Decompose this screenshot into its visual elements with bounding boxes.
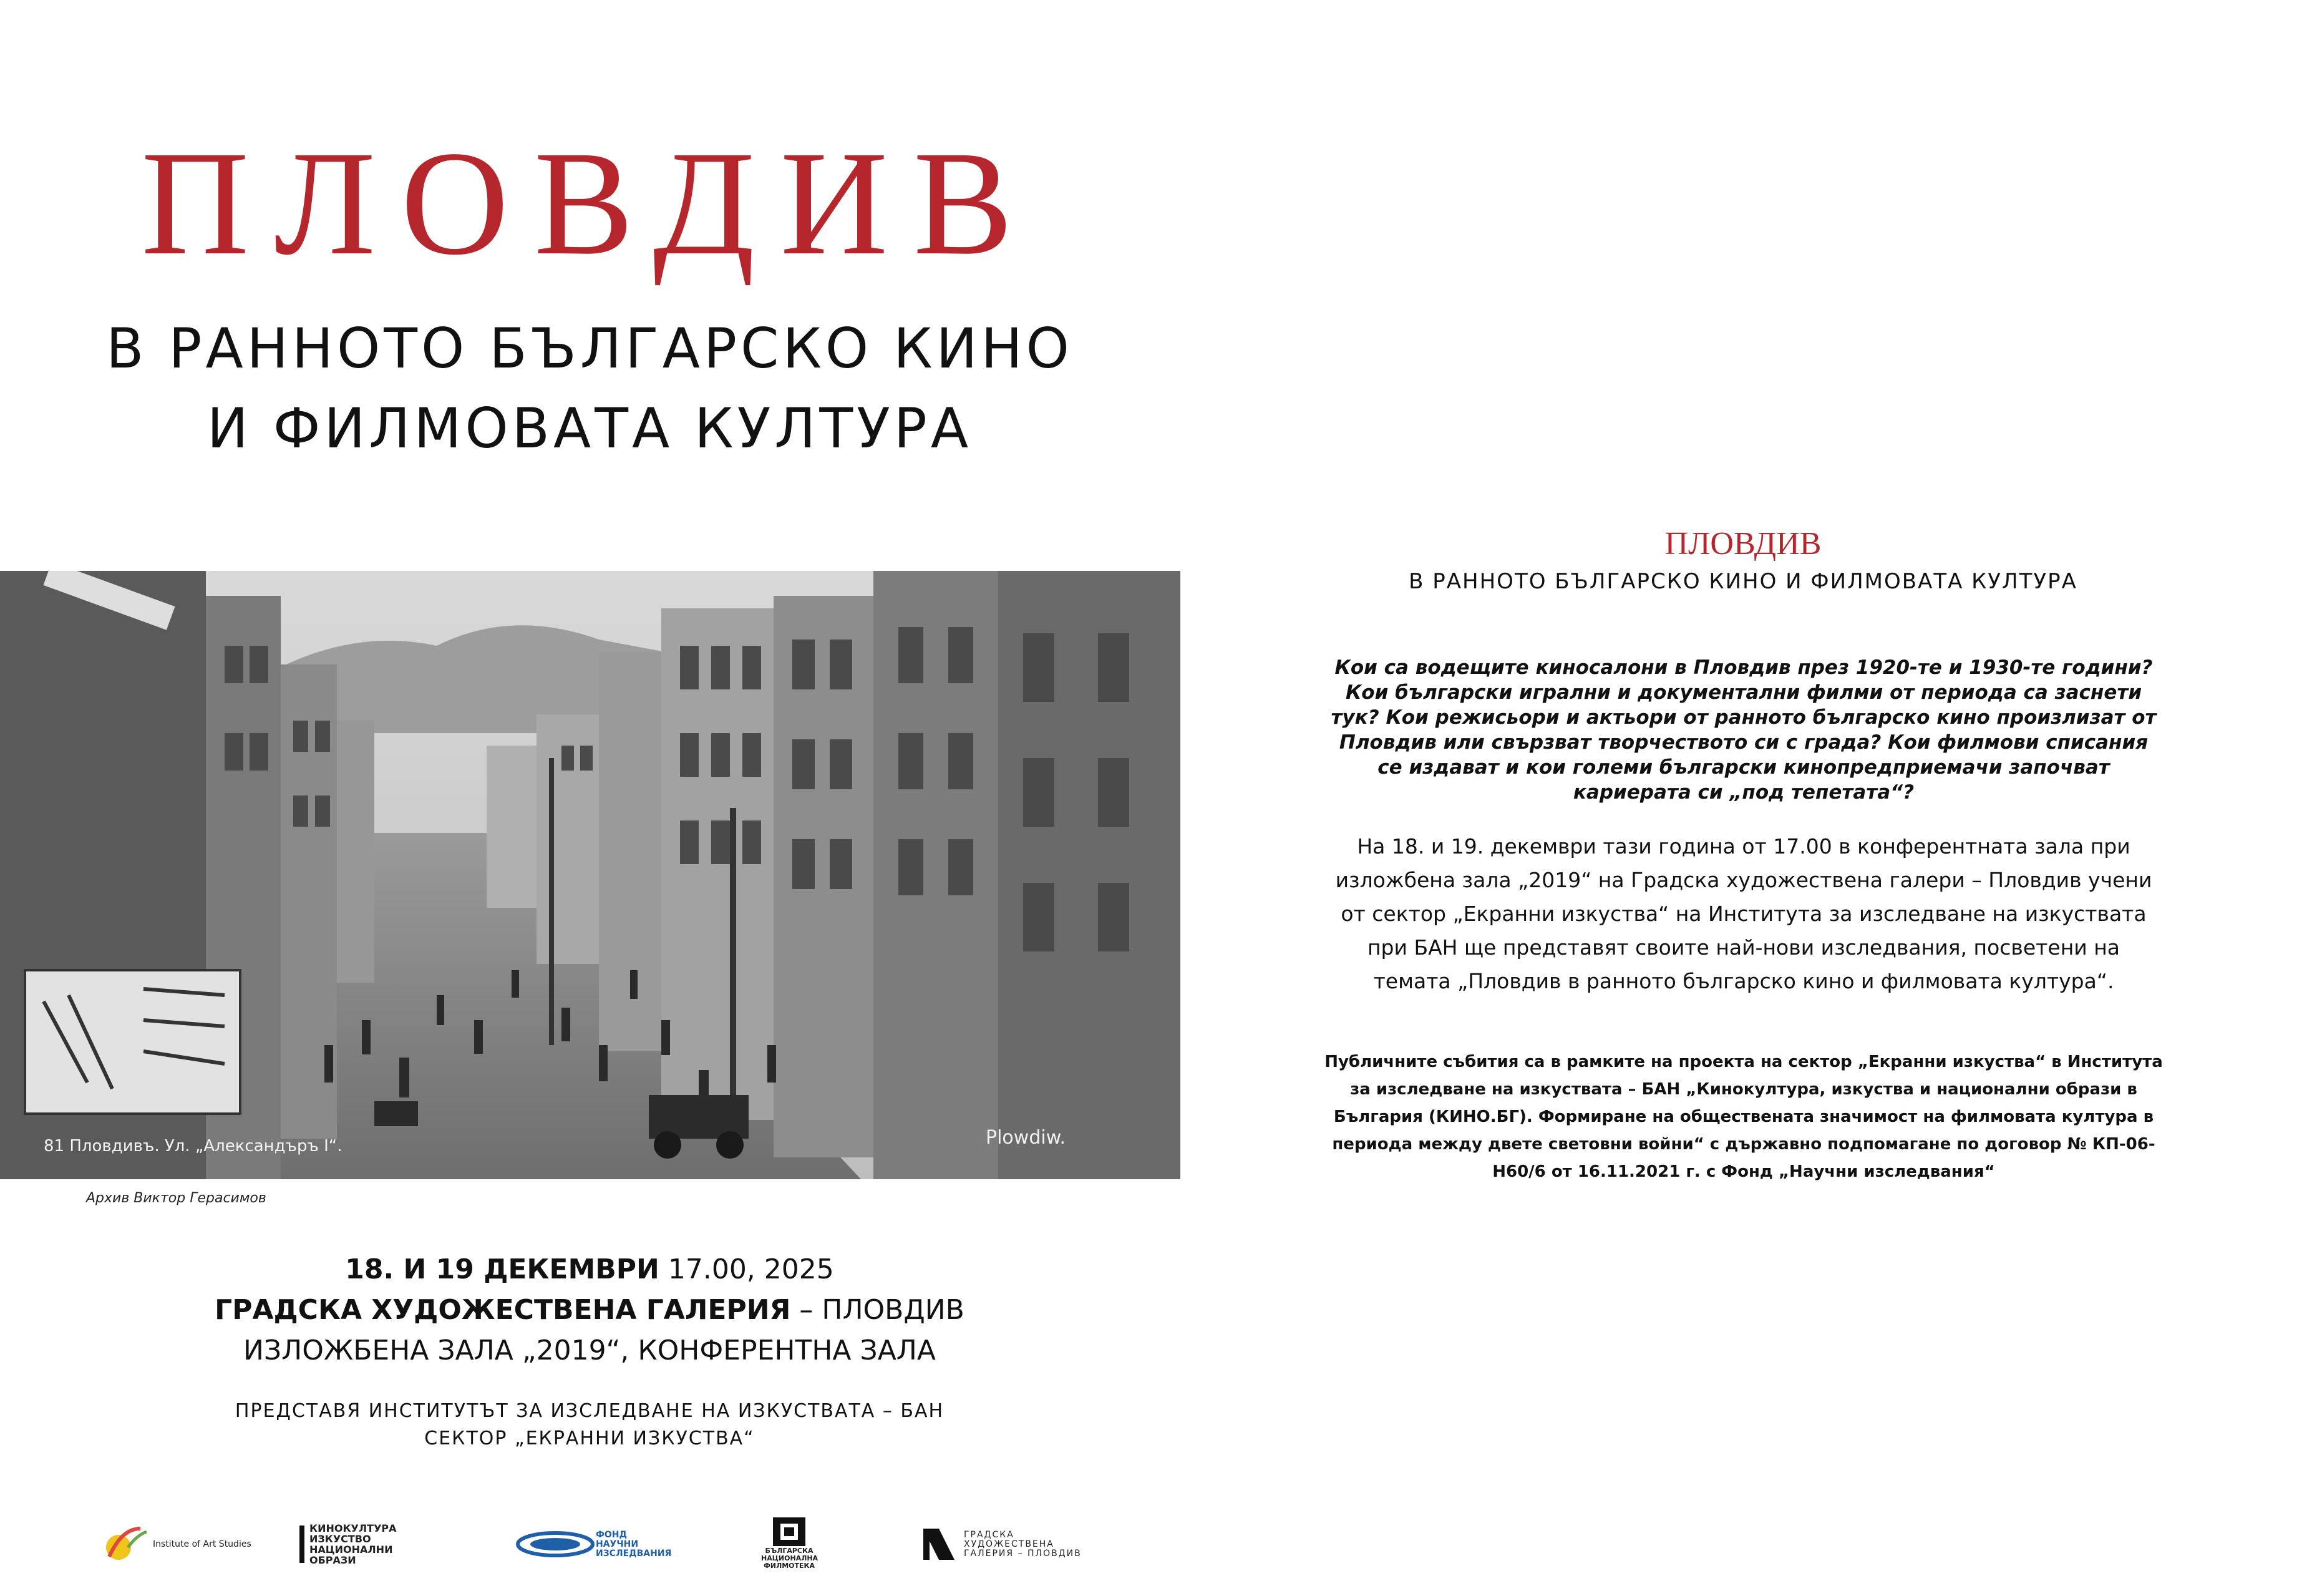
poster-subtitle bbox=[0, 309, 1179, 469]
kinokultura-logo bbox=[299, 1522, 403, 1566]
info-body: На 18. и 19. декември тази година от 17.00 в конферентната зала при изложбена зала „2019“ на Градска художествена галери – Пловдив учени от сектор „Екранни изкуства“ на Института за изследване на изкуствата при БАН ще представят своите най-нови изследвания, посветени на темата „Пловдив в ранното българско кино и филмовата култура“. bbox=[1335, 834, 2152, 993]
fund-swoosh-icon bbox=[515, 1529, 596, 1560]
event-hall: ИЗЛОЖБЕНА ЗАЛА „2019“, КОНФЕРЕНТНА ЗАЛА bbox=[243, 1335, 936, 1366]
filmarchive-logo-text: БЪЛГАРСКА НАЦИОНАЛНА ФИЛМОТЕКА bbox=[761, 1547, 818, 1570]
kinokultura-bar-icon bbox=[299, 1525, 304, 1563]
info-title: ПЛОВДИВ bbox=[1664, 526, 1822, 562]
archival-street-photo bbox=[0, 571, 1180, 1179]
venue-city: – ПЛОВДИВ bbox=[790, 1294, 964, 1326]
gallery-logo bbox=[920, 1522, 1101, 1566]
presenter-line-1: ПРЕДСТАВЯ ИНСТИТУТЪТ ЗА ИЗСЛЕДВАНЕ НА ИЗКУСТВАТА – БАН bbox=[235, 1400, 945, 1422]
institute-logo-text: Institute of Art Studies bbox=[153, 1539, 251, 1549]
street-photo-illustration bbox=[0, 571, 1180, 1179]
photo-credit: Архив Виктор Герасимов bbox=[86, 1190, 266, 1206]
event-dates-bold: 18. И 19 ДЕКЕМВРИ bbox=[345, 1253, 659, 1285]
photo-caption-left: 81 Пловдивъ. Ул. „Александъръ I“. bbox=[44, 1137, 342, 1156]
gallery-logo-text: ГРАДСКА ХУДОЖЕСТВЕНА ГАЛЕРИЯ – ПЛОВДИВ bbox=[964, 1529, 1082, 1559]
fund-logo bbox=[515, 1522, 672, 1566]
photo-caption-right: Plowdiw. bbox=[986, 1127, 1066, 1149]
institute-logo bbox=[103, 1522, 251, 1566]
presenter-line-2: СЕКТОР „ЕКРАННИ ИЗКУСТВА“ bbox=[424, 1428, 755, 1449]
event-venue bbox=[0, 1292, 1179, 1329]
info-questions: Кои са водещите киносалони в Пловдив през 1920-те и 1930-те години? Кои български игрални и документални филми от периода са заснети тук? Кои режисьори и актьори от ранното българско кино произлизат от Пловдив или свързват творчеството си с града? Кои филмови списания се издават и кои големи български кинопредприемачи започват кариерата си „под тепетата“? bbox=[1331, 656, 2157, 804]
subtitle-line-2: И ФИЛМОВАТА КУЛТУРА bbox=[206, 396, 973, 460]
film-reel-icon bbox=[770, 1516, 808, 1547]
venue-name: ГРАДСКА ХУДОЖЕСТВЕНА ГАЛЕРИЯ bbox=[215, 1294, 791, 1326]
fund-logo-text: ФОНД НАУЧНИ ИЗСЛЕДВАНИЯ bbox=[596, 1529, 672, 1559]
info-funding: Публичните събития са в рамките на проекта на сектор „Екранни изкуства“ в Института за изследване на изкуствата – БАН „Кинокултура, изкуства и национални образи в България (КИНО.БГ). Формиране на обществената значимост на филмовата култура в периода между двете световни войни“ с държавно подпомагане по договор № КП-06-Н60/6 от 16.11.2021 г. с Фонд „Научни изследвания“ bbox=[1324, 1053, 2163, 1181]
poster-title: ПЛОВДИВ bbox=[141, 120, 1038, 286]
institute-emblem-icon bbox=[103, 1522, 153, 1566]
filmarchive-logo bbox=[761, 1516, 817, 1579]
gallery-mark-icon bbox=[920, 1525, 958, 1563]
event-dates bbox=[0, 1251, 1179, 1288]
event-time: 17.00, 2025 bbox=[659, 1253, 834, 1285]
info-subtitle: В РАННОТО БЪЛГАРСКО КИНО И ФИЛМОВАТА КУЛТУРА bbox=[1409, 569, 2077, 594]
kinokultura-logo-text: КИНОКУЛТУРА ИЗКУСТВО НАЦИОНАЛНИ ОБРАЗИ bbox=[309, 1522, 397, 1566]
subtitle-line-1: В РАННОТО БЪЛГАРСКО КИНО bbox=[106, 316, 1073, 381]
